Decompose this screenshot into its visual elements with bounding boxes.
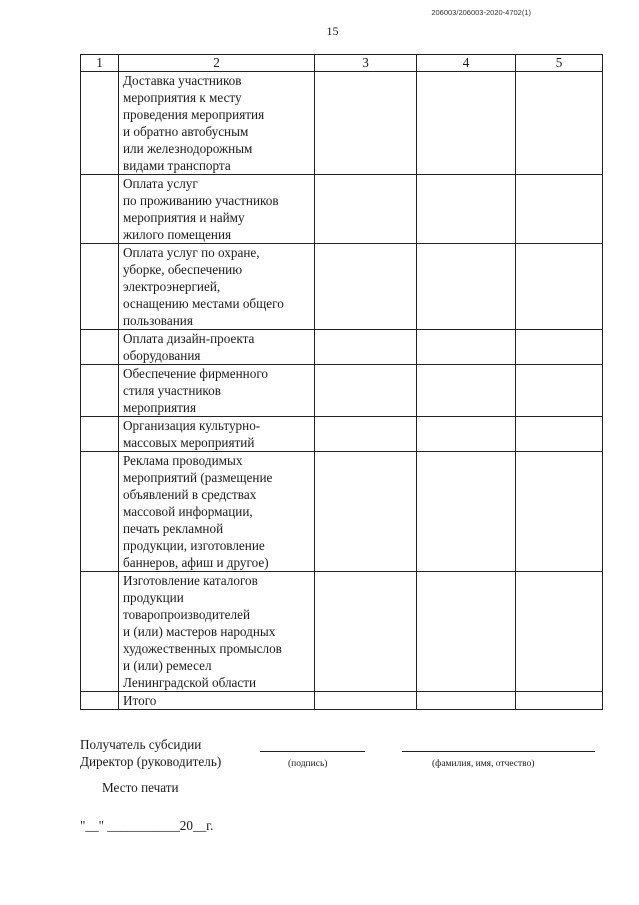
- table-header-row: [81, 55, 603, 72]
- amount-cell: [417, 244, 516, 330]
- amount-cell: [417, 365, 516, 417]
- expense-item-cell: [119, 417, 315, 452]
- expense-item-cell: [119, 244, 315, 330]
- expense-item-line: Итого: [123, 693, 157, 708]
- recipient-label: Получатель субсидии: [80, 737, 202, 752]
- date-line: "__" ___________20__г.: [80, 818, 214, 833]
- expense-item-line: и обратно автобусным: [123, 124, 249, 139]
- table-body: [81, 72, 603, 710]
- column-header: 1: [81, 55, 119, 72]
- amount-cell: [417, 175, 516, 244]
- amount-cell: [315, 417, 417, 452]
- amount-cell: [417, 692, 516, 710]
- amount-cell: [417, 72, 516, 175]
- signature-hint: (подпись): [288, 759, 328, 769]
- expense-item-cell: [119, 330, 315, 365]
- amount-cell: [516, 572, 603, 692]
- expense-item-line: художественных промыслов: [123, 641, 282, 656]
- amount-cell: [516, 244, 603, 330]
- expense-item-line: объявлений в средствах: [123, 487, 257, 502]
- expense-item-line: Обеспечение фирменного: [123, 366, 269, 381]
- amount-cell: [315, 452, 417, 572]
- expense-item-line: уборке, обеспечению: [123, 262, 243, 277]
- amount-cell: [516, 365, 603, 417]
- expense-item-line: оснащению местами общего: [123, 296, 284, 311]
- table-row: [81, 365, 603, 417]
- amount-cell: [315, 572, 417, 692]
- amount-cell: [315, 175, 417, 244]
- expense-item-line: мероприятия: [123, 400, 197, 415]
- column-header: 3: [315, 55, 417, 72]
- expense-item-line: стиля участников: [123, 383, 221, 398]
- expense-item-line: Доставка участников: [123, 73, 242, 88]
- expense-item-line: продукции: [123, 590, 184, 605]
- expense-table: [80, 54, 603, 710]
- table-row: [81, 417, 603, 452]
- expense-item-line: Ленинградской области: [123, 675, 257, 690]
- amount-cell: [315, 330, 417, 365]
- expense-item-line: по проживанию участников: [123, 193, 279, 208]
- expense-item-line: мероприятий (размещение: [123, 470, 273, 485]
- expense-item-line: мероприятия к месту: [123, 90, 242, 105]
- expense-item-line: электроэнергией,: [123, 279, 221, 294]
- amount-cell: [516, 72, 603, 175]
- expense-item-line: или железнодорожным: [123, 141, 253, 156]
- amount-cell: [315, 72, 417, 175]
- row-number-cell: [81, 244, 119, 330]
- amount-cell: [417, 452, 516, 572]
- expense-item-line: печать рекламной: [123, 521, 224, 536]
- amount-cell: [516, 692, 603, 710]
- amount-cell: [417, 417, 516, 452]
- full-name-hint: (фамилия, имя, отчество): [432, 759, 535, 769]
- expense-item-line: массовой информации,: [123, 504, 253, 519]
- row-number-cell: [81, 692, 119, 710]
- expense-item-cell: [119, 72, 315, 175]
- row-number-cell: [81, 330, 119, 365]
- page-number: 15: [326, 24, 339, 38]
- table-row: [81, 452, 603, 572]
- full-name-blank: [402, 751, 595, 752]
- expense-item-line: баннеров, афиш и другое): [123, 555, 269, 570]
- expense-item-cell: [119, 175, 315, 244]
- amount-cell: [417, 572, 516, 692]
- expense-item-cell: [119, 452, 315, 572]
- expense-item-cell: [119, 572, 315, 692]
- expense-item-line: товаропроизводителей: [123, 607, 251, 622]
- amount-cell: [516, 175, 603, 244]
- amount-cell: [516, 452, 603, 572]
- row-number-cell: [81, 572, 119, 692]
- expense-item-line: мероприятия и найму: [123, 210, 245, 225]
- row-number-cell: [81, 175, 119, 244]
- amount-cell: [417, 330, 516, 365]
- director-label: Директор (руководитель): [80, 754, 222, 769]
- expense-item-line: видами транспорта: [123, 158, 231, 173]
- expense-item-line: продукции, изготовление: [123, 538, 265, 553]
- expense-item-line: проведения мероприятия: [123, 107, 265, 122]
- column-header: 2: [119, 55, 315, 72]
- expense-item-line: и (или) ремесел: [123, 658, 212, 673]
- expense-item-line: пользования: [123, 313, 193, 328]
- expense-item-line: жилого помещения: [123, 227, 232, 242]
- expense-item-line: Организация культурно-: [123, 418, 261, 433]
- column-header: 4: [417, 55, 516, 72]
- column-header: 5: [516, 55, 603, 72]
- table-row: [81, 244, 603, 330]
- table-row: [81, 72, 603, 175]
- expense-item-line: Изготовление каталогов: [123, 573, 258, 588]
- table-row: [81, 175, 603, 244]
- expense-item-line: Оплата услуг по охране,: [123, 245, 260, 260]
- expense-item-line: Оплата услуг: [123, 176, 198, 191]
- row-number-cell: [81, 72, 119, 175]
- expense-item-line: массовых мероприятий: [123, 435, 255, 450]
- expense-item-line: и (или) мастеров народных: [123, 624, 276, 639]
- amount-cell: [315, 365, 417, 417]
- seal-place-label: Место печати: [102, 780, 179, 795]
- table-row: [81, 330, 603, 365]
- signature-blank: [260, 751, 365, 752]
- expense-item-cell: [119, 692, 315, 710]
- amount-cell: [315, 244, 417, 330]
- amount-cell: [516, 417, 603, 452]
- amount-cell: [516, 330, 603, 365]
- document-id: 206003/206003-2020-4702(1): [431, 8, 531, 17]
- expense-item-line: Реклама проводимых: [123, 453, 243, 468]
- expense-item-line: оборудования: [123, 348, 201, 363]
- table-row: [81, 572, 603, 692]
- amount-cell: [315, 692, 417, 710]
- expense-item-line: Оплата дизайн-проекта: [123, 331, 255, 346]
- row-number-cell: [81, 452, 119, 572]
- table-row: [81, 692, 603, 710]
- row-number-cell: [81, 417, 119, 452]
- row-number-cell: [81, 365, 119, 417]
- expense-item-cell: [119, 365, 315, 417]
